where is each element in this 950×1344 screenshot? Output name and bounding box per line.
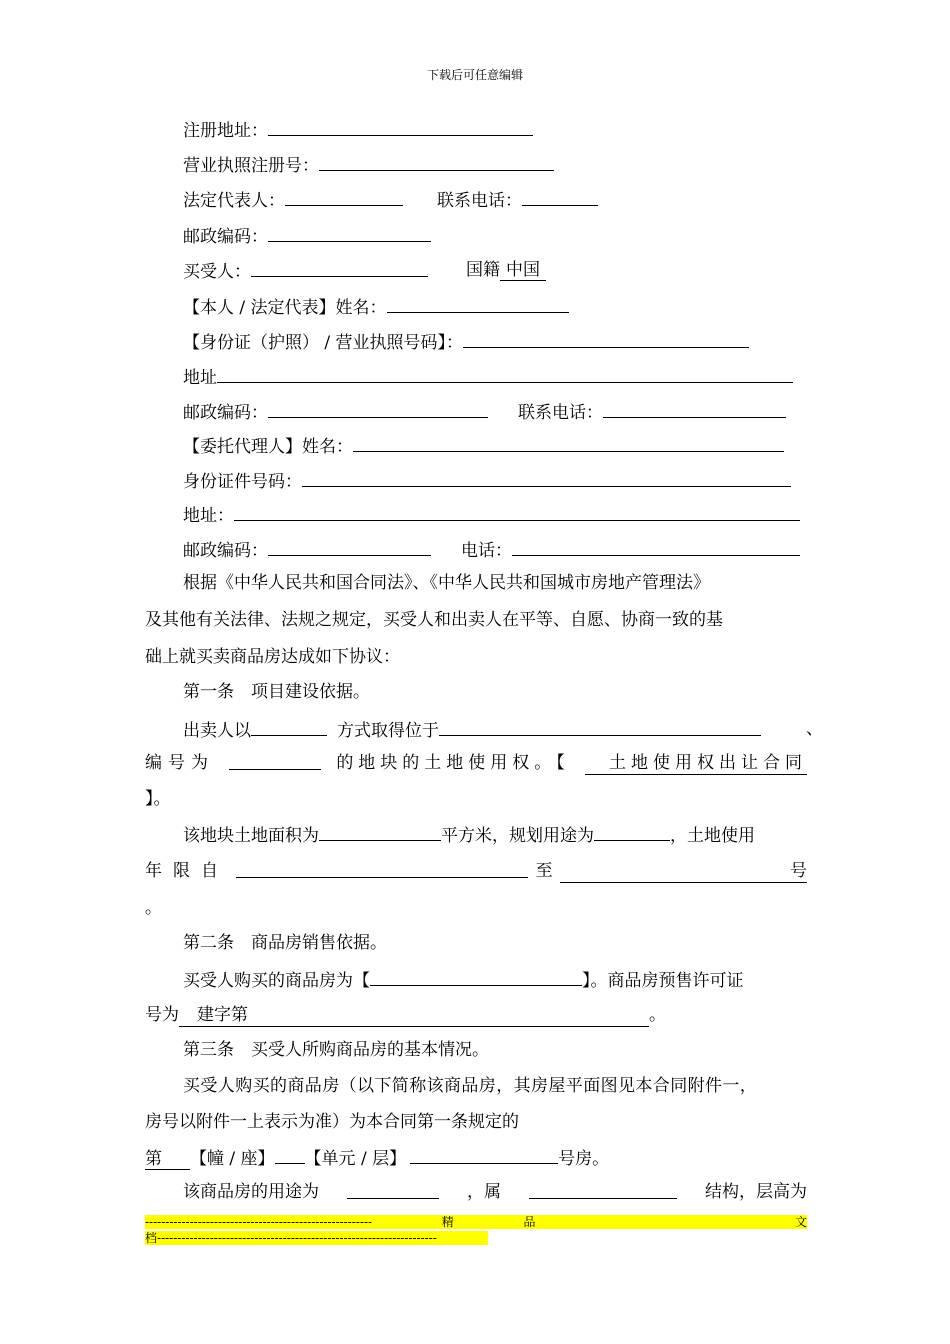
buyer-name-row <box>183 295 569 319</box>
structure-blank[interactable] <box>529 1181 677 1199</box>
buyer-postcode-blank[interactable] <box>268 400 488 418</box>
nationality-row <box>466 259 546 281</box>
legal-rep-blank[interactable] <box>285 188 403 206</box>
buyer-id-label: 【身份证（护照） / 营业执照号码】： <box>183 333 464 353</box>
term-end-blank[interactable] <box>560 860 807 883</box>
nationality-value: 中国 <box>500 260 546 281</box>
text: 号 <box>789 861 807 881</box>
buyer-id-blank[interactable] <box>463 330 749 348</box>
footer-watermark-line-2 <box>145 1231 488 1245</box>
text: 号房。 <box>558 1149 610 1169</box>
reg-address-label: 注册地址： <box>183 121 268 141</box>
article-1-comma: 、 <box>806 719 823 739</box>
agent-phone-label: 电话： <box>461 541 512 561</box>
article-1-line-2 <box>145 752 807 775</box>
text: 的地块的土地使用权。【 <box>336 753 570 773</box>
article-3-line-1: 买受人购买的商品房（以下简称该商品房，其房屋平面图见本合同附件一， <box>183 1076 758 1096</box>
agent-address-row <box>183 503 800 527</box>
seller-postcode-blank[interactable] <box>268 224 431 242</box>
article-1-title: 第一条 项目建设依据。 <box>183 682 370 702</box>
house-name-blank[interactable] <box>370 968 582 986</box>
article-1-line-4 <box>183 823 755 847</box>
agent-address-label: 地址： <box>183 506 234 526</box>
acquisition-method-blank[interactable] <box>251 718 327 736</box>
seller-legal-rep-row <box>183 188 403 212</box>
text: 方式取得位于 <box>337 721 439 741</box>
article-1-line-5 <box>145 860 807 883</box>
footer-word-4: 档 <box>145 1231 158 1245</box>
land-use-blank[interactable] <box>594 823 670 841</box>
agent-id-blank[interactable] <box>302 469 791 487</box>
buyer-row <box>183 259 428 283</box>
text: 。 <box>649 1005 666 1025</box>
buyer-postcode-label: 邮政编码： <box>183 403 268 423</box>
unit-blank[interactable] <box>275 1146 305 1164</box>
footer-word-1: 精 <box>441 1215 454 1229</box>
text: 该商品房的用途为 <box>183 1182 319 1202</box>
seller-postcode-row <box>183 224 431 248</box>
text: 平方米，规划用途为 <box>441 826 594 846</box>
seller-reg-address-row <box>183 118 533 142</box>
text: 第 <box>145 1149 162 1169</box>
footer-word-2: 品 <box>523 1215 536 1229</box>
house-use-blank[interactable] <box>347 1181 439 1199</box>
article-1-line-6: 。 <box>145 898 162 918</box>
article-1-line-3: 】。 <box>145 789 171 809</box>
footer-watermark-line-1 <box>145 1215 807 1229</box>
article-1-line-1 <box>183 718 761 742</box>
text: 结构，层高为 <box>705 1182 807 1202</box>
seller-phone-row <box>437 188 598 212</box>
reg-address-blank[interactable] <box>268 118 533 136</box>
license-no-label: 营业执照注册号： <box>183 156 319 176</box>
text: 】。商品房预售许可证 <box>582 971 744 991</box>
building-no-blank[interactable] <box>145 1149 190 1170</box>
presale-permit-blank[interactable] <box>179 1004 649 1027</box>
text: 买受人购买的商品房为【 <box>183 971 370 991</box>
article-3-line-2: 房号以附件一上表示为准）为本合同第一条规定的 <box>145 1112 519 1132</box>
agent-postcode-label: 邮政编码： <box>183 541 268 561</box>
article-3-title: 第三条 买受人所购商品房的基本情况。 <box>183 1040 489 1060</box>
seller-phone-label: 联系电话： <box>437 191 522 211</box>
room-no-blank[interactable] <box>410 1146 558 1164</box>
buyer-phone-label: 联系电话： <box>518 403 603 423</box>
footer-dashes-left: -------------------------------------------------------- <box>145 1215 373 1229</box>
article-3-line-4 <box>183 1181 807 1203</box>
buyer-address-row <box>183 365 793 389</box>
article-3-line-3 <box>145 1146 609 1170</box>
agent-phone-blank[interactable] <box>512 538 800 556</box>
land-contract-name: 土地使用权出让合同 <box>585 752 807 775</box>
permit-prefix: 建字第 <box>197 1005 248 1025</box>
buyer-id-row <box>183 330 749 354</box>
intro-line-3: 础上就买卖商品房达成如下协议： <box>145 647 400 667</box>
footer-word-3: 文 <box>794 1215 807 1229</box>
article-2-line-1 <box>183 968 744 992</box>
intro-line-1: 根据《中华人民共和国合同法》、《中华人民共和国城市房地产管理法》 <box>183 573 710 593</box>
agent-id-label: 身份证件号码： <box>183 472 302 492</box>
agent-name-blank[interactable] <box>353 434 784 452</box>
text: ，属 <box>467 1182 501 1202</box>
agent-postcode-row <box>183 538 431 562</box>
agent-name-label: 【委托代理人】姓名： <box>183 437 353 457</box>
buyer-name-blank[interactable] <box>387 295 569 313</box>
text: 【幢 / 座】 <box>190 1149 275 1169</box>
agent-id-row <box>183 469 791 493</box>
text: 出卖人以 <box>183 721 251 741</box>
buyer-phone-row <box>518 400 786 424</box>
license-no-blank[interactable] <box>319 153 554 171</box>
agent-phone-row <box>461 538 800 562</box>
agent-name-row <box>183 434 784 458</box>
buyer-blank[interactable] <box>251 259 428 277</box>
text: 至 <box>535 861 553 881</box>
text: 【单元 / 层】 <box>304 1149 407 1169</box>
text: 年限自 <box>145 861 229 881</box>
land-area-blank[interactable] <box>319 823 441 841</box>
article-2-line-2 <box>145 1004 666 1027</box>
buyer-address-blank[interactable] <box>217 365 793 383</box>
buyer-phone-blank[interactable] <box>603 400 786 418</box>
legal-rep-label: 法定代表人： <box>183 191 285 211</box>
term-start-blank[interactable] <box>236 860 528 878</box>
buyer-label: 买受人： <box>183 262 251 282</box>
seller-license-row <box>183 153 554 177</box>
seller-phone-blank[interactable] <box>522 188 598 206</box>
text: 号为 <box>145 1005 179 1025</box>
plot-number-blank[interactable] <box>229 752 321 770</box>
agent-postcode-blank[interactable] <box>268 538 431 556</box>
nationality-label: 国籍 <box>466 260 500 280</box>
buyer-address-label: 地址 <box>183 368 217 388</box>
article-2-title: 第二条 商品房销售依据。 <box>183 933 387 953</box>
location-blank[interactable] <box>439 718 761 736</box>
intro-line-2: 及其他有关法律、法规之规定，买受人和出卖人在平等、自愿、协商一致的基 <box>145 610 723 630</box>
seller-postcode-label: 邮政编码： <box>183 227 268 247</box>
footer-dashes-right: --------------------------------------------------------------------- <box>157 1231 437 1245</box>
buyer-postcode-row <box>183 400 488 424</box>
text: ，土地使用 <box>670 826 755 846</box>
text: 编号为 <box>145 753 214 773</box>
buyer-name-label: 【本人 / 法定代表】姓名： <box>183 298 387 318</box>
text: 该地块土地面积为 <box>183 826 319 846</box>
agent-address-blank[interactable] <box>234 503 800 521</box>
page-header: 下载后可任意编辑 <box>426 68 523 82</box>
